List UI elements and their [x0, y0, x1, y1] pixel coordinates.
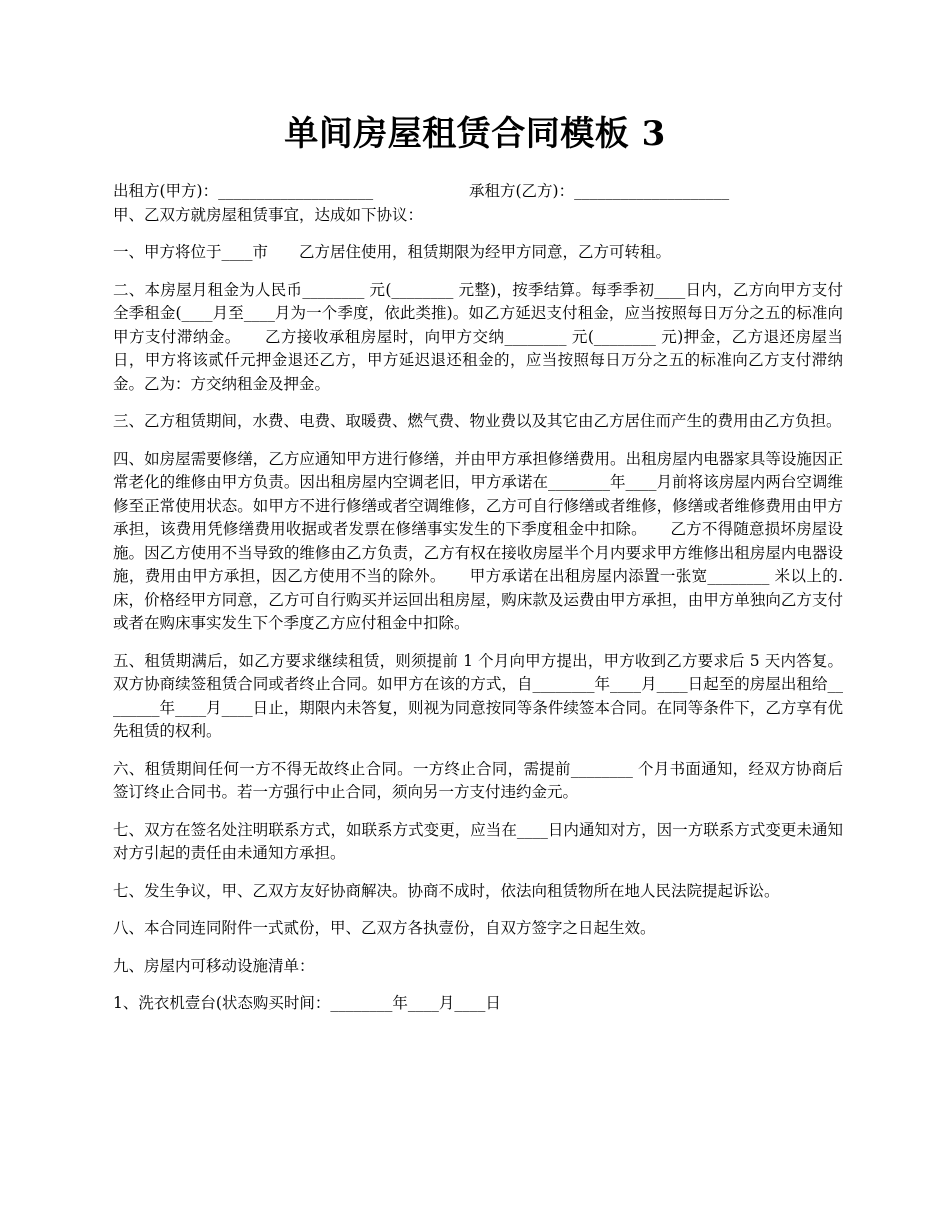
document-title: 单间房屋租赁合同模板 3: [284, 114, 666, 154]
clause-5: 五、租赁期满后，如乙方要求继续租赁，则须提前 1 个月向甲方提出，甲方收到乙方要求后 5 天内答复。双方协商续签租赁合同或者终止合同。如甲方在该的方式，自________年____月____日起至的房屋出租给________年____月____日止，期限内未答复，则视为同意按同等条件续签本合同。在同等条件下，乙方享有优先租赁的权利。: [113, 651, 843, 740]
clause-1: 一、甲方将位于____市 乙方居住使用，租赁期限为经甲方同意，乙方可转租。: [113, 243, 672, 261]
clause-7-dispute: 七、发生争议，甲、乙双方友好协商解决。协商不成时，依法向租赁物所在地人民法院提起诉讼。: [113, 881, 780, 900]
contract-body: [113, 180, 843, 1016]
inventory-item-1: 1、洗衣机壹台(状态购买时间：________年____月____日: [113, 994, 501, 1012]
lessee-field: 承租方(乙方)：____________________: [469, 182, 730, 200]
clause-4: 四、如房屋需要修缮，乙方应通知甲方进行修缮，并由甲方承担修缮费用。出租房屋内电器家具等设施因正常老化的维修由甲方负责。因出租房屋内空调老旧，甲方承诺在________年____月前将该房屋内两台空调维修至正常使用状态。如甲方不进行修缮或者空调维修，乙方可自行修缮或者维修，修缮或者维修费用由甲方承担，该费用凭修缮费用收据或者发票在修缮事实发生的下季度租金中扣除。 乙方不得随意损坏房屋设施。因乙方使用不当导致的维修由乙方负责，乙方有权在接收房屋半个月内要求甲方维修出租房屋内电器设施，费用由甲方承担，因乙方使用不当的除外。 甲方承诺在出租房屋内添置一张宽________ 米以上的.床，价格经甲方同意，乙方可自行购买并运回出租房屋，购床款及运费由甲方承担，由甲方单独向乙方支付或者在购床事实发生下个季度乙方应付租金中扣除。: [113, 449, 843, 632]
intro-paragraph: 甲、乙双方就房屋租赁事宜，达成如下协议：: [113, 205, 424, 224]
clause-8: 八、本合同连同附件一式贰份，甲、乙双方各执壹份，自双方签字之日起生效。: [113, 919, 656, 937]
clause-9: 九、房屋内可移动设施清单：: [113, 956, 315, 975]
parties-line: [113, 180, 843, 204]
clause-2: 二、本房屋月租金为人民币________ 元(________ 元整)，按季结算。每季季初____日内，乙方向甲方支付全季租金(____月至____月为一个季度，依此类推)。如乙方延迟支付租金，应当按照每日万分之五的标准向甲方支付滞纳金。 乙方接收承租房屋时，向甲方交纳________ 元(________ 元)押金，乙方退还房屋当日，甲方将该贰仟元押金退还乙方，甲方延迟退还租金的，应当按照每日万分之五的标准向乙方支付滞纳金。乙为：方交纳租金及押金。: [113, 280, 843, 393]
clause-7-contact: 七、双方在签名处注明联系方式，如联系方式变更，应当在____日内通知对方，因一方联系方式变更未通知对方引起的责任由未通知方承担。: [113, 820, 843, 862]
clause-6: 六、租赁期间任何一方不得无故终止合同。一方终止合同，需提前________ 个月书面通知，经双方协商后签订终止合同书。若一方强行中止合同，须向另一方支付违约金元。: [113, 759, 843, 801]
clause-3: 三、乙方租赁期间，水费、电费、取暖费、燃气费、物业费以及其它由乙方居住而产生的费用由乙方负担。: [113, 412, 842, 430]
lessor-field: 出租方(甲方)：____________________: [113, 182, 374, 200]
